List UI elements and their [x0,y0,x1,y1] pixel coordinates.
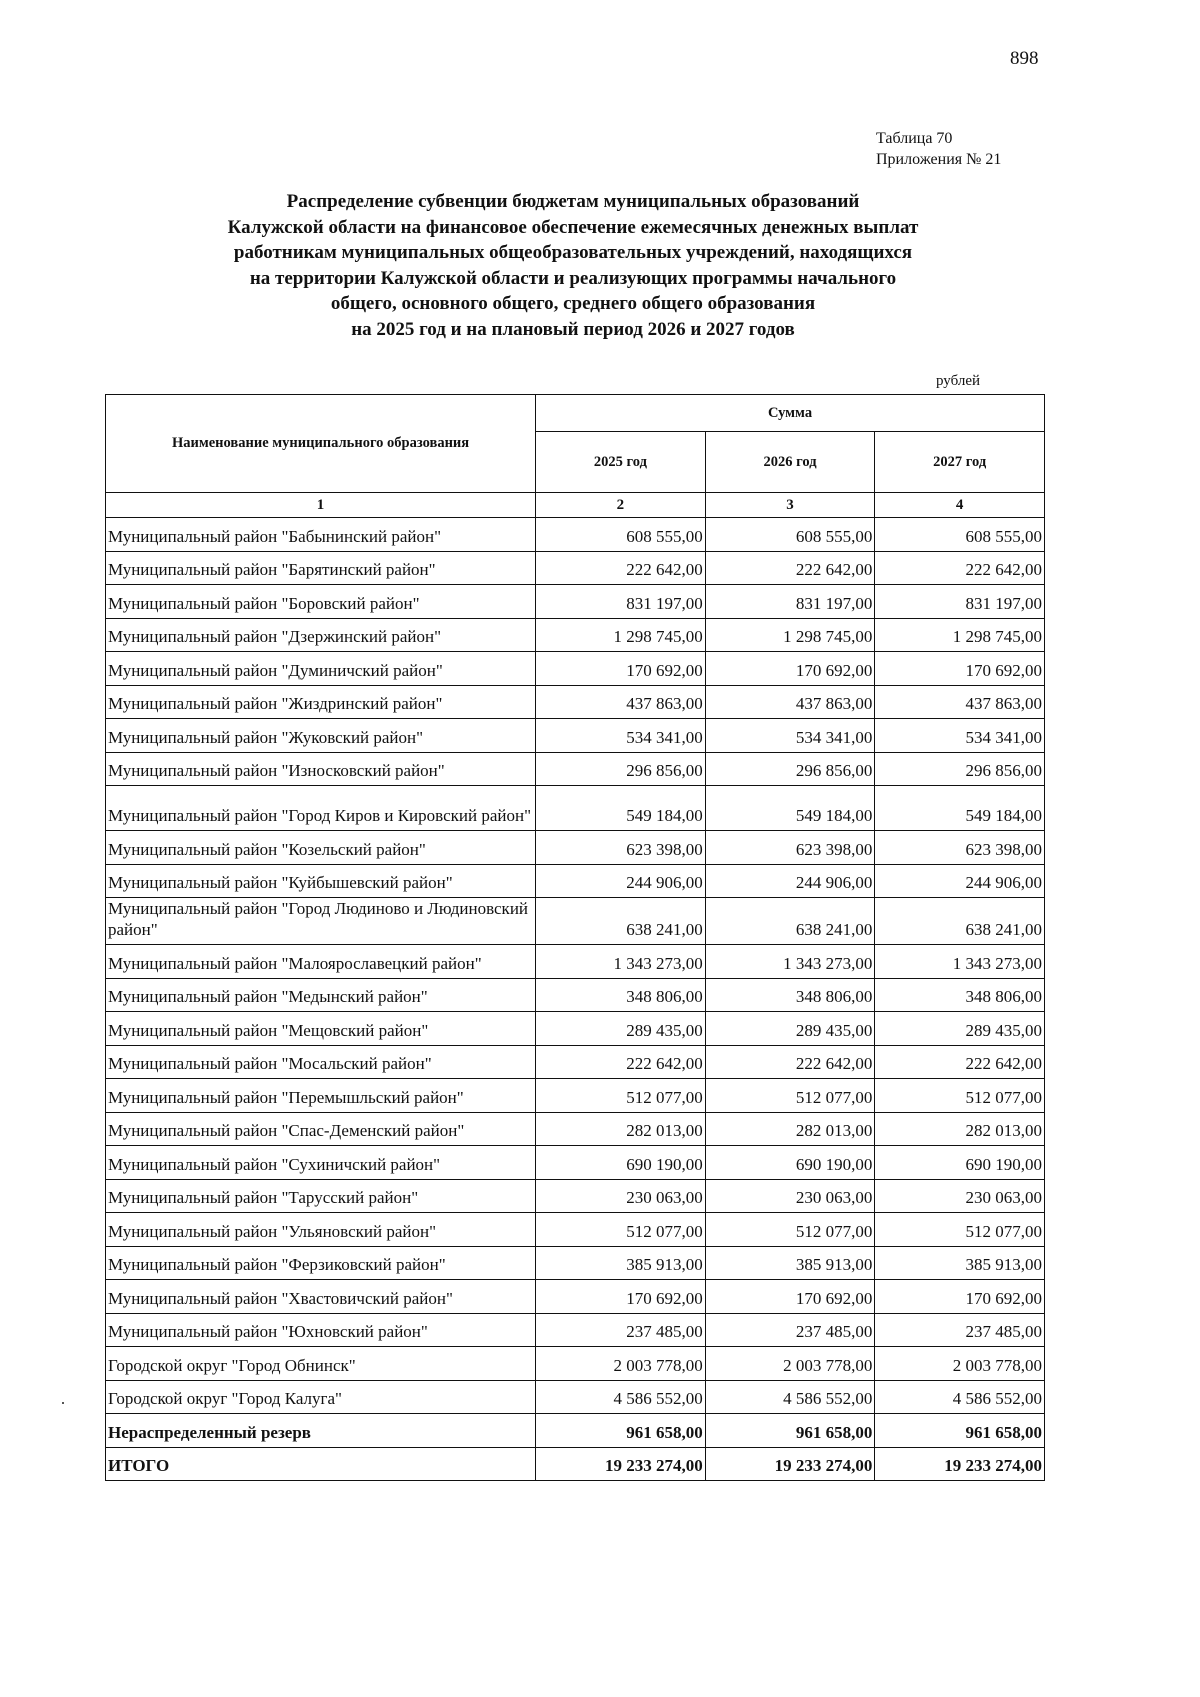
municipality-name: Муниципальный район "Город Киров и Кировский район" [106,786,536,831]
municipality-name: Муниципальный район "Мосальский район" [106,1045,536,1079]
amount-2025: 4 586 552,00 [536,1380,706,1414]
municipality-name: Муниципальный район "Хвастовичский район" [106,1280,536,1314]
amount-2027: 638 241,00 [875,898,1045,945]
amount-2026: 170 692,00 [705,652,875,686]
title-line: на 2025 год и на плановый период 2026 и 2027 годов [351,318,795,340]
table-row [106,1079,1045,1113]
municipality-name: Нераспределенный резерв [106,1414,536,1448]
column-index: 2 [536,493,706,518]
amount-2025: 282 013,00 [536,1112,706,1146]
page-number: 898 [1010,48,1039,69]
amount-2025: 512 077,00 [536,1079,706,1113]
amount-2025: 230 063,00 [536,1179,706,1213]
table-row [106,945,1045,979]
amount-2026: 831 197,00 [705,585,875,619]
amount-2026: 2 003 778,00 [705,1347,875,1381]
amount-2026: 4 586 552,00 [705,1380,875,1414]
amount-2025: 244 906,00 [536,864,706,898]
amount-2026: 512 077,00 [705,1079,875,1113]
total-row [106,1447,1045,1481]
amount-2027: 512 077,00 [875,1213,1045,1247]
column-index: 1 [106,493,536,518]
municipality-name: Муниципальный район "Мещовский район" [106,1012,536,1046]
appendix-number: Приложения № 21 [876,151,1002,168]
amount-2027: 512 077,00 [875,1079,1045,1113]
table-row [106,518,1045,552]
amount-2026: 19 233 274,00 [705,1447,875,1481]
amount-2027: 1 343 273,00 [875,945,1045,979]
municipality-name: ИТОГО [106,1447,536,1481]
amount-2027: 2 003 778,00 [875,1347,1045,1381]
amount-2025: 348 806,00 [536,978,706,1012]
municipality-name: Муниципальный район "Тарусский район" [106,1179,536,1213]
table-row [106,685,1045,719]
amount-2027: 230 063,00 [875,1179,1045,1213]
amount-2027: 961 658,00 [875,1414,1045,1448]
amount-2027: 170 692,00 [875,1280,1045,1314]
amount-2027: 437 863,00 [875,685,1045,719]
amount-2025: 385 913,00 [536,1246,706,1280]
amount-2025: 623 398,00 [536,831,706,865]
amount-2025: 237 485,00 [536,1313,706,1347]
amount-2025: 534 341,00 [536,719,706,753]
amount-2026: 690 190,00 [705,1146,875,1180]
table-row [106,1347,1045,1381]
amount-2027: 831 197,00 [875,585,1045,619]
amount-2026: 237 485,00 [705,1313,875,1347]
municipality-name: Муниципальный район "Износковский район" [106,752,536,786]
amount-2025: 831 197,00 [536,585,706,619]
municipality-name: Муниципальный район "Сухиничский район" [106,1146,536,1180]
amount-2027: 222 642,00 [875,1045,1045,1079]
amount-2026: 170 692,00 [705,1280,875,1314]
subsidy-table [105,394,1045,1481]
table-row [106,1146,1045,1180]
municipality-name: Муниципальный район "Город Людиново и Людиновский район" [106,898,536,945]
document-title [120,189,1026,342]
table-row [106,652,1045,686]
table-row [106,752,1045,786]
amount-2027: 623 398,00 [875,831,1045,865]
municipality-name: Муниципальный район "Думиничский район" [106,652,536,686]
amount-2027: 534 341,00 [875,719,1045,753]
municipality-name: Муниципальный район "Жуковский район" [106,719,536,753]
amount-2026: 385 913,00 [705,1246,875,1280]
table-row [106,1179,1045,1213]
municipality-name: Муниципальный район "Боровский район" [106,585,536,619]
amount-2027: 4 586 552,00 [875,1380,1045,1414]
title-line: Калужской области на финансовое обеспечение ежемесячных денежных выплат [227,216,919,238]
table-reference [876,128,1001,170]
amount-2025: 170 692,00 [536,1280,706,1314]
municipality-name: Муниципальный район "Жиздринский район" [106,685,536,719]
amount-2025: 437 863,00 [536,685,706,719]
header-name: Наименование муниципального образования [106,395,536,493]
amount-2026: 222 642,00 [705,1045,875,1079]
amount-2025: 289 435,00 [536,1012,706,1046]
amount-2027: 19 233 274,00 [875,1447,1045,1481]
municipality-name: Муниципальный район "Дзержинский район" [106,618,536,652]
amount-2027: 690 190,00 [875,1146,1045,1180]
amount-2025: 512 077,00 [536,1213,706,1247]
amount-2027: 222 642,00 [875,551,1045,585]
amount-2026: 512 077,00 [705,1213,875,1247]
amount-2026: 230 063,00 [705,1179,875,1213]
table-row [106,864,1045,898]
amount-2027: 348 806,00 [875,978,1045,1012]
amount-2026: 638 241,00 [705,898,875,945]
amount-2027: 170 692,00 [875,652,1045,686]
title-line: Распределение субвенции бюджетам муниципальных образований [286,191,860,212]
municipality-name: Городской округ "Город Калуга" [106,1380,536,1414]
municipality-name: Муниципальный район "Куйбышевский район" [106,864,536,898]
municipality-name: Муниципальный район "Спас-Деменский район" [106,1112,536,1146]
municipality-name: Муниципальный район "Перемышльский район" [106,1079,536,1113]
amount-2027: 289 435,00 [875,1012,1045,1046]
amount-2026: 348 806,00 [705,978,875,1012]
amount-2026: 961 658,00 [705,1414,875,1448]
table-row [106,978,1045,1012]
table-row [106,1213,1045,1247]
amount-2026: 282 013,00 [705,1112,875,1146]
title-line: общего, основного общего, среднего общего образования [330,293,816,314]
table-row [106,1280,1045,1314]
municipality-name: Муниципальный район "Ульяновский район" [106,1213,536,1247]
header-sum: Сумма [536,395,1045,432]
amount-2025: 690 190,00 [536,1146,706,1180]
amount-2026: 1 298 745,00 [705,618,875,652]
amount-2027: 608 555,00 [875,518,1045,552]
amount-2025: 2 003 778,00 [536,1347,706,1381]
table-row [106,1414,1045,1448]
header-year-2027: 2027 год [875,432,1045,493]
municipality-name: Городской округ "Город Обнинск" [106,1347,536,1381]
amount-2025: 222 642,00 [536,1045,706,1079]
amount-2027: 1 298 745,00 [875,618,1045,652]
amount-2026: 608 555,00 [705,518,875,552]
table-row [106,1313,1045,1347]
amount-2026: 549 184,00 [705,786,875,831]
municipality-name: Муниципальный район "Юхновский район" [106,1313,536,1347]
amount-2026: 437 863,00 [705,685,875,719]
header-year-2026: 2026 год [705,432,875,493]
amount-2025: 549 184,00 [536,786,706,831]
municipality-name: Муниципальный район "Медынский район" [106,978,536,1012]
table-row [106,1045,1045,1079]
table-row [106,831,1045,865]
table-row [106,719,1045,753]
amount-2026: 534 341,00 [705,719,875,753]
amount-2026: 296 856,00 [705,752,875,786]
amount-2026: 244 906,00 [705,864,875,898]
amount-2025: 608 555,00 [536,518,706,552]
amount-2026: 222 642,00 [705,551,875,585]
amount-2027: 244 906,00 [875,864,1045,898]
amount-2025: 296 856,00 [536,752,706,786]
title-line: работникам муниципальных общеобразовательных учреждений, находящихся [233,242,913,263]
table-row [106,618,1045,652]
table-row [106,786,1045,831]
amount-2025: 170 692,00 [536,652,706,686]
amount-2025: 638 241,00 [536,898,706,945]
header-year-2025: 2025 год [536,432,706,493]
municipality-name: Муниципальный район "Малоярославецкий район" [106,945,536,979]
table-row [106,1112,1045,1146]
amount-2025: 1 298 745,00 [536,618,706,652]
units-label: рублей [936,373,981,389]
amount-2025: 1 343 273,00 [536,945,706,979]
amount-2027: 282 013,00 [875,1112,1045,1146]
table-row [106,1380,1045,1414]
table-row [106,1012,1045,1046]
column-index: 3 [705,493,875,518]
table-number: Таблица 70 [876,130,953,147]
table-row [106,898,1045,945]
table-row [106,1246,1045,1280]
amount-2025: 961 658,00 [536,1414,706,1448]
amount-2025: 222 642,00 [536,551,706,585]
scan-speck [62,1402,64,1404]
amount-2027: 237 485,00 [875,1313,1045,1347]
table-body [106,518,1045,1481]
amount-2027: 385 913,00 [875,1246,1045,1280]
title-line: на территории Калужской области и реализующих программы начального [249,267,897,289]
municipality-name: Муниципальный район "Ферзиковский район" [106,1246,536,1280]
table-row [106,551,1045,585]
municipality-name: Муниципальный район "Барятинский район" [106,551,536,585]
table-row [106,585,1045,619]
amount-2026: 623 398,00 [705,831,875,865]
amount-2025: 19 233 274,00 [536,1447,706,1481]
amount-2027: 296 856,00 [875,752,1045,786]
amount-2027: 549 184,00 [875,786,1045,831]
column-index: 4 [875,493,1045,518]
amount-2026: 289 435,00 [705,1012,875,1046]
municipality-name: Муниципальный район "Бабынинский район" [106,518,536,552]
municipality-name: Муниципальный район "Козельский район" [106,831,536,865]
amount-2026: 1 343 273,00 [705,945,875,979]
